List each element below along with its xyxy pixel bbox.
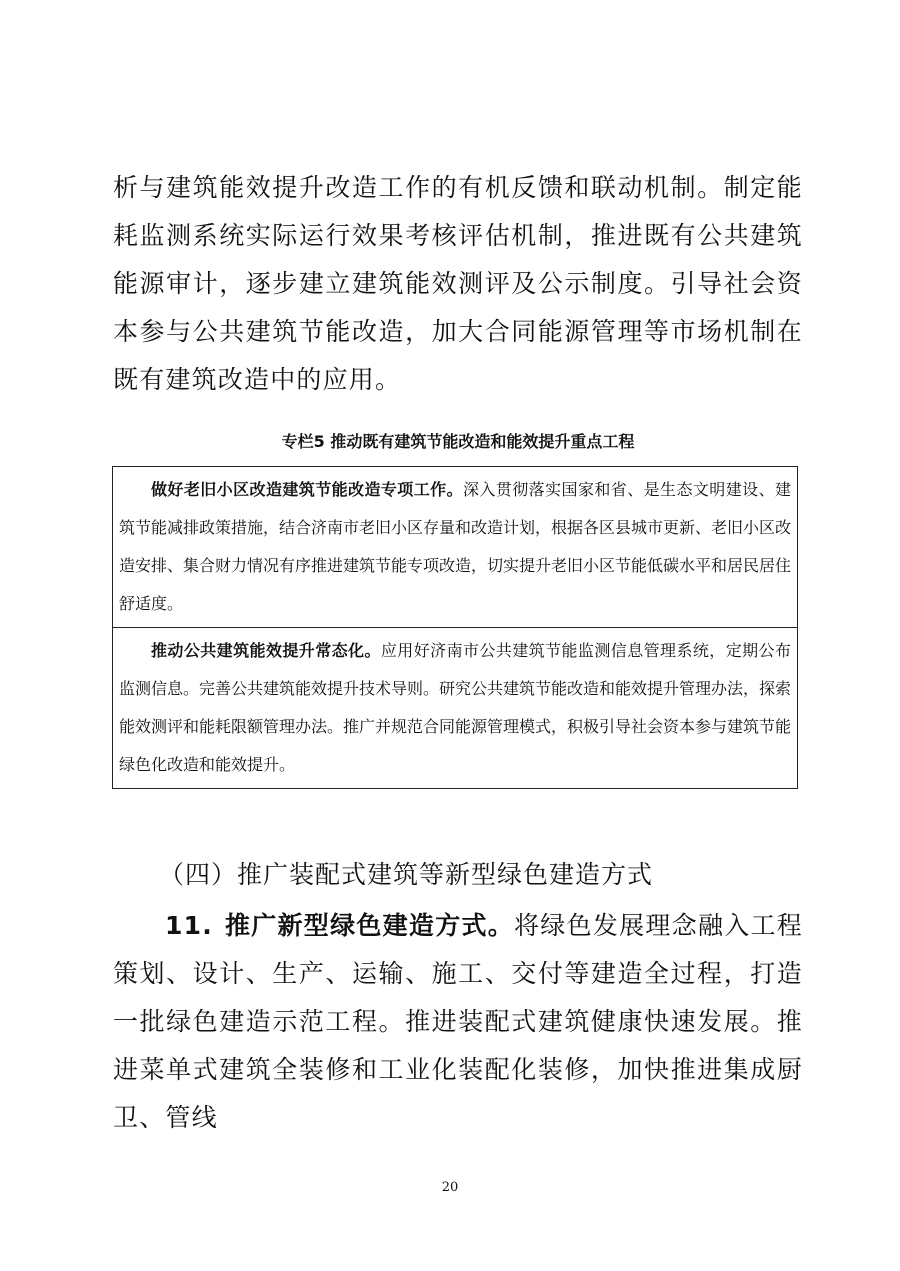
row-lead-text: 推动公共建筑能效提升常态化。 <box>151 641 381 660</box>
column-box <box>112 466 798 789</box>
page-number: 20 <box>441 1180 459 1195</box>
column-box-row <box>113 627 797 788</box>
body-paragraph <box>113 902 803 1142</box>
item-lead-text: 推广新型绿色建造方式。 <box>224 911 515 940</box>
item-number: 11. <box>165 911 213 940</box>
column-box-row <box>113 467 797 627</box>
row-lead-text: 做好老旧小区改造建筑节能改造专项工作。 <box>151 480 463 499</box>
item-body-text: 将绿色发展理念融入工程策划、设计、生产、运输、施工、交付等建造全过程，打造一批绿色建造示范工程。推进装配式建筑健康快速发展。推进菜单式建筑全装修和工业化装配化装修，加快推进集成厨卫、管线 <box>113 911 804 1132</box>
section-heading: （四）推广装配式建筑等新型绿色建造方式 <box>159 860 654 889</box>
row-body-text: 深入贯彻落实国家和省、是生态文明建设、建筑节能减排政策措施，结合济南市老旧小区存量和改造计划，根据各区县城市更新、老旧小区改造安排、集合财力情况有序推进建筑节能专项改造，切实提升老旧小区节能低碳水平和居民居住舒适度。 <box>119 480 792 613</box>
column-box-title: 专栏5 推动既有建筑节能改造和能效提升重点工程 <box>281 432 635 451</box>
body-paragraph: 析与建筑能效提升改造工作的有机反馈和联动机制。制定能耗监测系统实际运行效果考核评估机制，推进既有公共建筑能源审计，逐步建立建筑能效测评及公示制度。引导社会资本参与公共建筑节能改造，加大合同能源管理等市场机制在既有建筑改造中的应用。 <box>113 173 803 394</box>
row-body-text: 应用好济南市公共建筑节能监测信息管理系统，定期公布监测信息。完善公共建筑能效提升技术导则。研究公共建筑节能改造和能效提升管理办法，探索能效测评和能耗限额管理办法。推广并规范合同能源管理模式，积极引导社会资本参与建筑节能绿色化改造和能效提升。 <box>119 641 792 774</box>
